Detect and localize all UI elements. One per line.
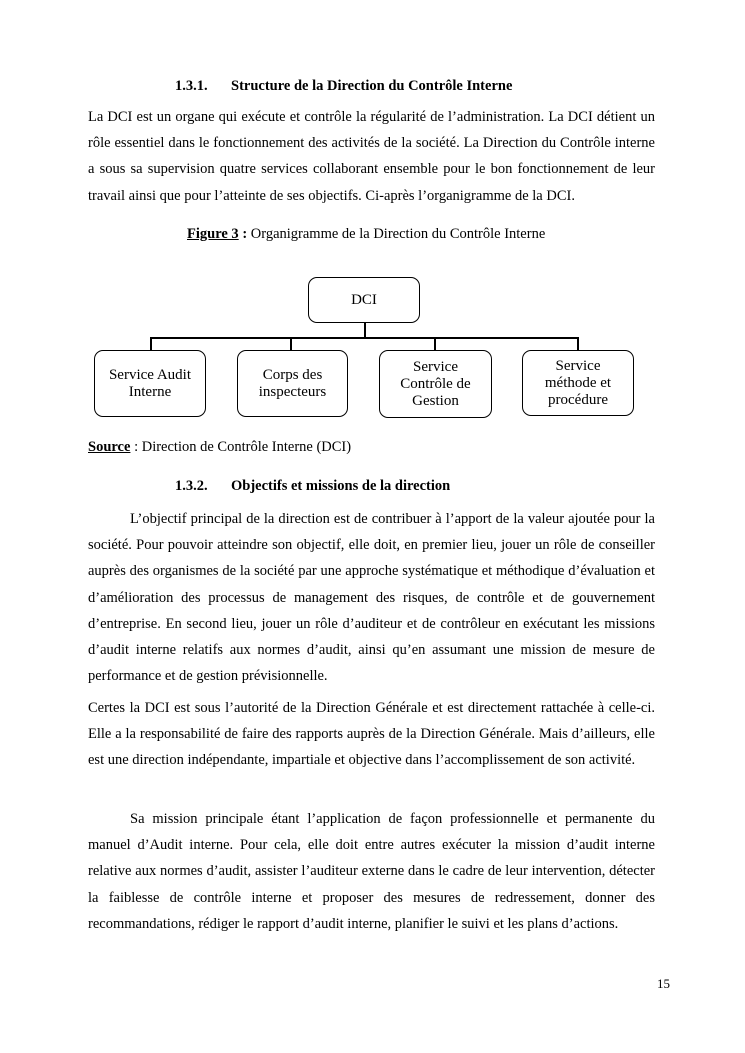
figure-label: Figure 3 <box>187 226 239 242</box>
section-number: 1.3.2. <box>175 478 208 494</box>
section-title: Objectifs et missions de la direction <box>231 478 451 494</box>
org-root-dci: DCI <box>308 277 420 323</box>
intro-text: La DCI est un organe qui exécute et contrôle la régularité de l’administration. La DCI détient un rôle essentiel dans le fonctionnement des activités de la société. La Direction du Contrôle interne a sous sa supervision quatre services collaborant ensemble pour le bon fonctionnement de leur travail ainsi que pour l’atteinte de ses objectifs. Ci-après l’organigramme de la DCI. <box>88 109 655 204</box>
source-label: Source <box>88 439 131 455</box>
section-heading-1-3-2 <box>175 478 450 495</box>
connector-child-4 <box>577 337 579 351</box>
paragraph-text: L’objectif principal de la direction est de contribuer à l’apport de la valeur ajoutée pour la société. Pour pouvoir atteindre son objectif, elle doit, en premier lieu, jouer un rôle de conseiller auprès des organismes de la société par une approche systématique et méthodique d’évaluation et d’amélioration des processus de management des risques, de contrôle et de gouvernement d’entreprise. En second lieu, jouer un rôle d’auditeur et de contrôleur en exécutant les missions d’audit interne relatifs aux normes d’audit, ainsi qu’en assumant une mission de mesure de performance et de gestion prévisionnelle. <box>88 511 655 685</box>
section-title: Structure de la Direction du Contrôle Interne <box>231 78 513 94</box>
connector-child-2 <box>290 337 292 351</box>
figure-title: Organigramme de la Direction du Contrôle Interne <box>250 226 546 242</box>
section-heading-1-3-1 <box>175 78 512 95</box>
figure-source <box>88 439 351 456</box>
figure-caption <box>187 226 545 243</box>
section-number: 1.3.1. <box>175 78 208 94</box>
connector-root <box>364 322 366 338</box>
page-number: 15 <box>657 976 670 991</box>
connector-child-3 <box>434 337 436 351</box>
paragraph-mission <box>88 806 655 937</box>
org-child-controle-gestion <box>379 350 492 418</box>
org-child-controle-gestion-label: Service Contrôle de Gestion <box>400 358 471 409</box>
intro-paragraph <box>88 104 655 209</box>
paragraph-text: Certes la DCI est sous l’autorité de la Direction Générale et est directement rattachée à celle-ci. Elle a la responsabilité de faire des rapports auprès de la Direction Générale. Mais d’ailleurs, elle est une direction indépendante, impartiale et objective dans l’accomplissement de son activité. <box>88 700 655 769</box>
source-text: Direction de Contrôle Interne (DCI) <box>141 439 352 455</box>
org-child-audit-label: Service Audit Interne <box>108 366 192 400</box>
org-child-inspecteurs-label: Corps des inspecteurs <box>258 366 327 400</box>
paragraph-objectif <box>88 506 655 689</box>
paragraph-text: Sa mission principale étant l’application de façon professionnelle et permanente du manuel d’Audit interne. Pour cela, elle doit entre autres exécuter la mission d’audit interne relative aux normes d’audit, assister l’auditeur externe dans le cadre de leur intervention, détecter la faiblesse de contrôle interne et proposer des mesures de redressement, donner des recommandations, rédiger le rapport d’audit interne, planifier le suivi et les plans d’actions. <box>88 811 655 932</box>
org-child-audit <box>94 350 206 417</box>
org-child-inspecteurs <box>237 350 348 417</box>
connector-horizontal <box>150 337 578 339</box>
org-child-methode-label: Service méthode et procédure <box>544 357 612 408</box>
source-separator: : <box>130 439 142 455</box>
org-child-methode <box>522 350 634 416</box>
connector-child-1 <box>150 337 152 351</box>
paragraph-autorite <box>88 695 655 774</box>
figure-separator: : <box>238 226 251 242</box>
